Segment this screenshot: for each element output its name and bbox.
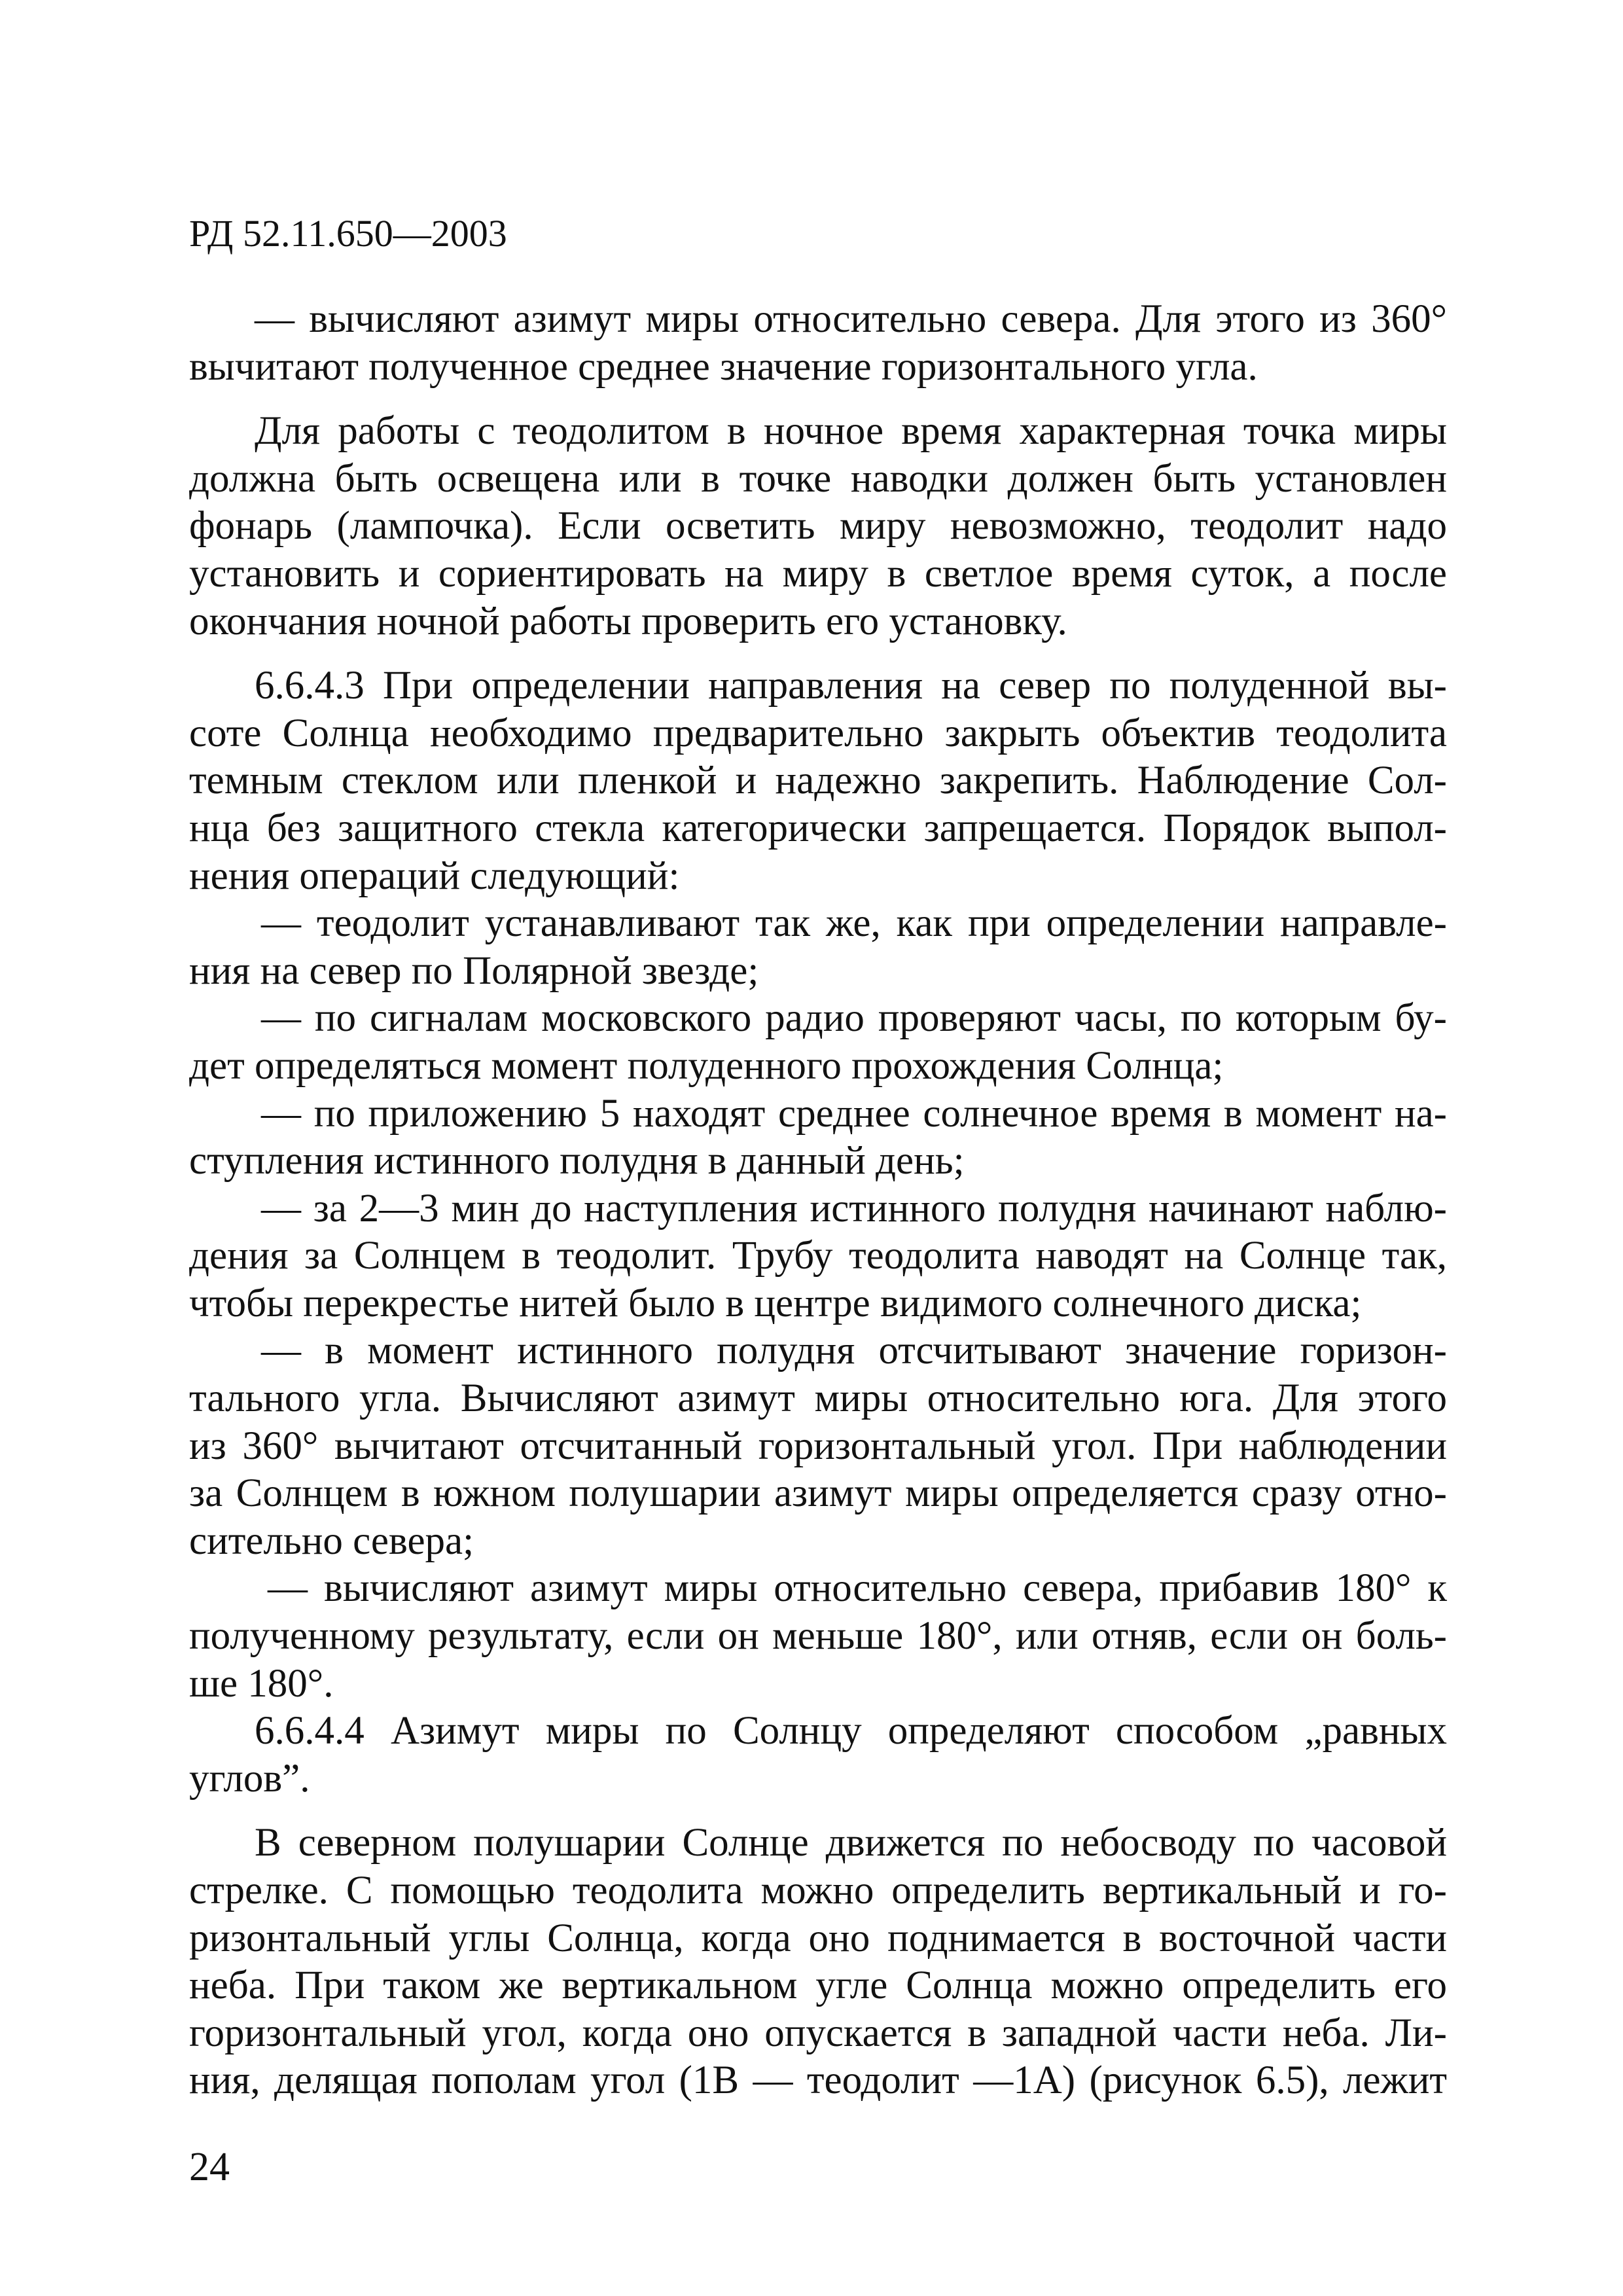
text-line: — по сигналам московского радио проверяют часы, по которым бу- <box>261 996 1447 1041</box>
paragraph-azimuth-north <box>189 296 1447 391</box>
text-line: — по приложению 5 находят среднее солнечное время в момент на- <box>261 1091 1447 1136</box>
text-line: за Солнцем в южном полушарии азимут миры определяется сразу отно- <box>189 1471 1447 1516</box>
text-line: окончания ночной работы проверить его установку. <box>189 599 1067 643</box>
text-line: — за 2—3 мин до наступления истинного полудня начинают наблю- <box>261 1186 1447 1230</box>
body-text <box>189 296 1447 2105</box>
text-line: темным стеклом или пленкой и надежно закрепить. Наблюдение Сол- <box>189 759 1447 803</box>
text-line: чтобы перекрестье нитей было в центре видимого солнечного диска; <box>189 1281 1362 1325</box>
list-item-noon <box>189 1327 1447 1565</box>
text-line: дет определяться момент полуденного прохождения Солнца; <box>189 1043 1224 1088</box>
text-line: ризонтальный углы Солнца, когда оно поднимается в восточной части <box>189 1916 1447 1960</box>
text-line: — теодолит устанавливают так же, как при определении направле- <box>261 901 1447 946</box>
text-line: должна быть освещена или в точке наводки должен быть установлен <box>189 456 1447 501</box>
text-line: вычитают полученное среднее значение горизонтального угла. <box>189 344 1258 389</box>
text-line: дения за Солнцем в теодолит. Трубу теодолита наводят на Солнце так, <box>189 1234 1447 1278</box>
text-line: — вычисляют азимут миры относительно севера. Для этого из 360° <box>255 297 1447 341</box>
text-line: тального угла. Вычисляют азимут миры относительно юга. Для этого <box>189 1376 1447 1421</box>
paragraph-northern-hemisphere <box>189 1820 1447 2105</box>
text-line: соте Солнца необходимо предварительно закрыть объектив теодолита <box>189 711 1447 755</box>
text-line: углов”. <box>189 1756 310 1801</box>
list-item-azimuth-180 <box>189 1565 1447 1708</box>
text-line: неба. При таком же вертикальном угле Солнца можно определить его <box>189 1964 1447 2008</box>
text-line: — вычисляют азимут миры относительно севера, прибавив 180° к <box>268 1566 1447 1611</box>
text-line: нца без защитного стекла категорически запрещается. Порядок выпол- <box>189 806 1447 850</box>
text-line: из 360° вычитают отсчитанный горизонтальный угол. При наблюдении <box>189 1424 1447 1468</box>
text-line: ния на север по Полярной звезде; <box>189 948 759 993</box>
text-line: полученному результату, если он меньше 180°, или отняв, если он боль- <box>189 1614 1447 1659</box>
text-line: Для работы с теодолитом в ночное время характерная точка миры <box>255 409 1447 454</box>
text-line: 6.6.4.3 При определении направления на север по полуденной вы- <box>255 664 1447 708</box>
text-line: сительно севера; <box>189 1518 474 1563</box>
paragraph-night-work <box>189 408 1447 645</box>
text-line: ния, делящая пополам угол (1B — теодолит —1A) (рисунок 6.5), лежит <box>189 2058 1447 2103</box>
text-line: установить и сориентировать на миру в светлое время суток, а после <box>189 551 1447 596</box>
list-item-appendix <box>189 1090 1447 1185</box>
text-line: В северном полушарии Солнце движется по небосводу по часовой <box>255 1821 1447 1865</box>
paragraph-6-6-4-4 <box>189 1708 1447 1803</box>
text-line: фонарь (лампочка). Если осветить миру невозможно, теодолит надо <box>189 504 1447 548</box>
page-number: 24 <box>189 2145 230 2189</box>
text-line: нения операций следующий: <box>189 853 680 898</box>
list-item-setup <box>189 900 1447 995</box>
text-line: ше 180°. <box>189 1661 334 1706</box>
paragraph-6-6-4-3 <box>189 662 1447 900</box>
text-line: горизонтальный угол, когда оно опускается в западной части неба. Ли- <box>189 2011 1447 2055</box>
list-item-observation <box>189 1185 1447 1328</box>
list-item-radio <box>189 995 1447 1090</box>
document-header: РД 52.11.650—2003 <box>189 212 507 255</box>
text-line: стрелке. С помощью теодолита можно определить вертикальный и го- <box>189 1869 1447 1912</box>
text-line: ступления истинного полудня в данный день; <box>189 1139 965 1183</box>
text-line: — в момент истинного полудня отсчитывают значение горизон- <box>261 1329 1447 1373</box>
text-line: 6.6.4.4 Азимут миры по Солнцу определяют способом „равных <box>255 1709 1447 1753</box>
